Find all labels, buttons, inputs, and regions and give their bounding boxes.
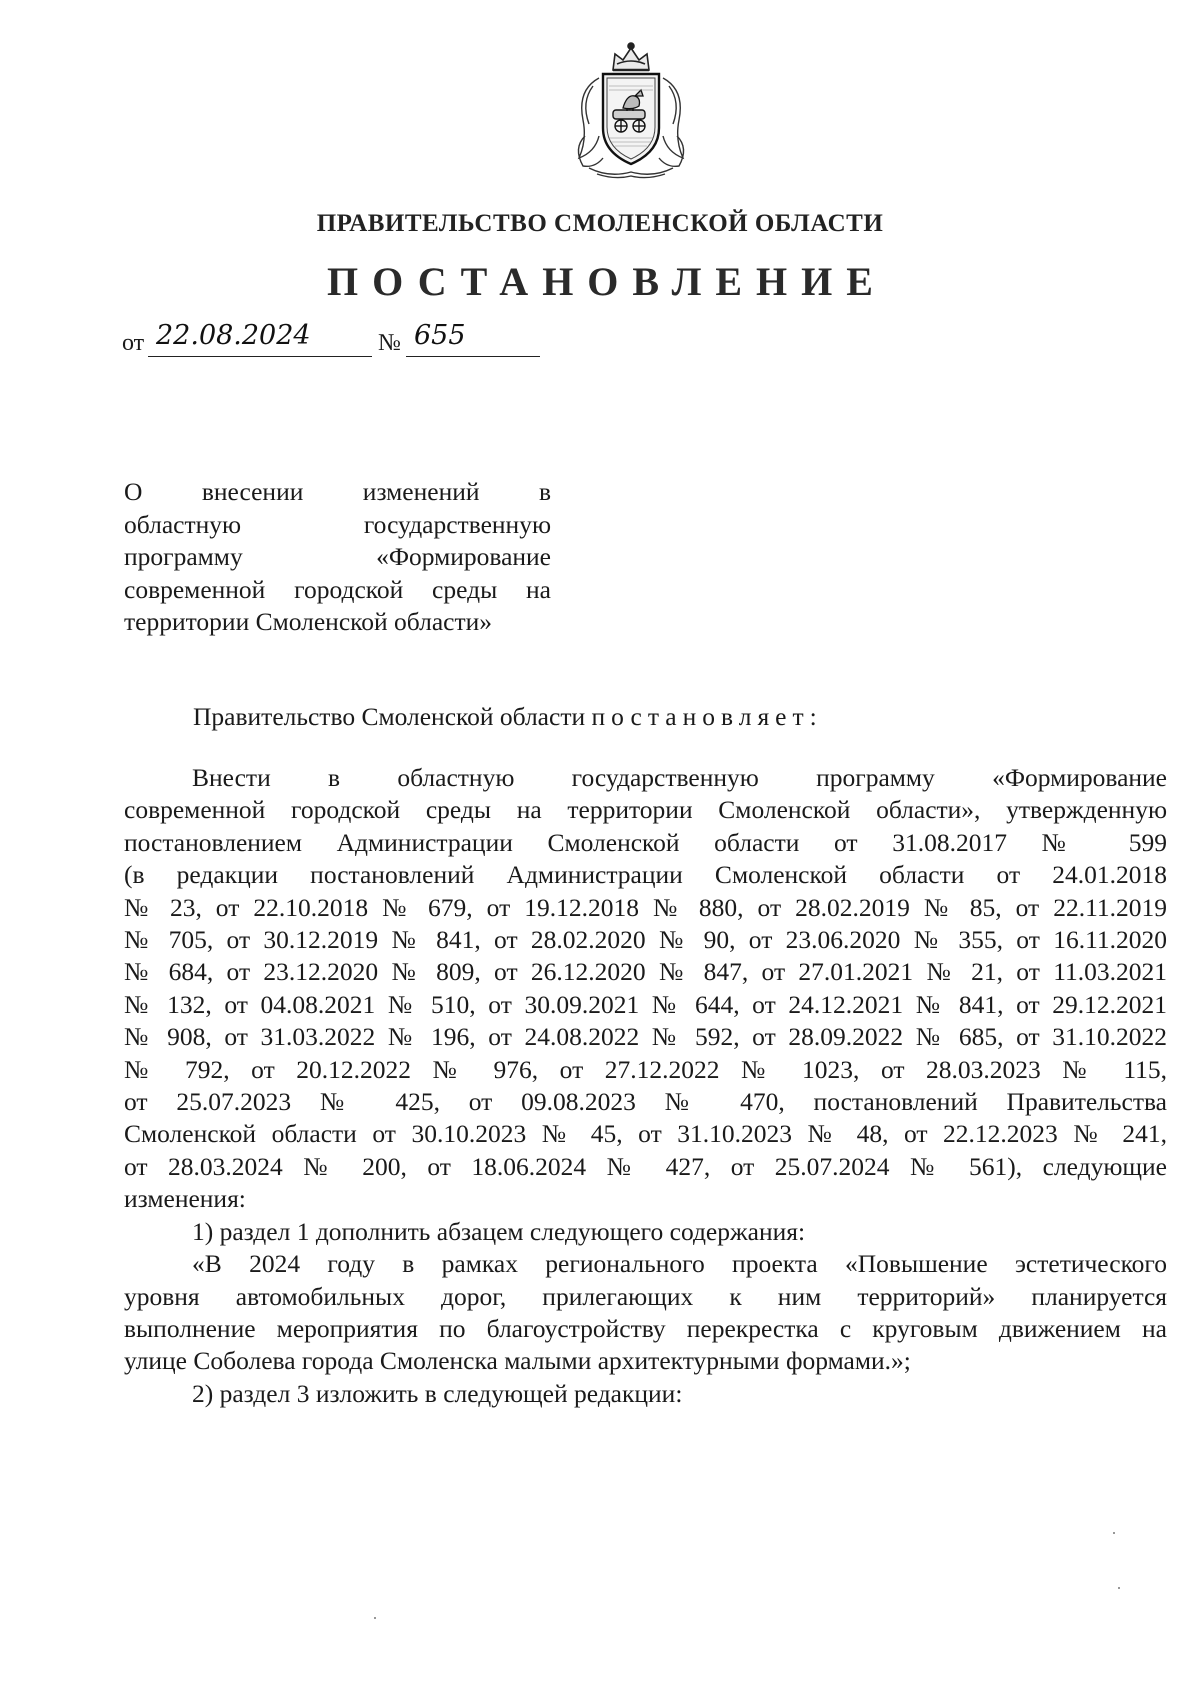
subject-line: современной городской среды на — [124, 574, 551, 604]
date-prefix: от — [122, 330, 145, 356]
date-field — [148, 322, 372, 357]
handwritten-number: 655 — [414, 320, 466, 351]
number-field — [406, 322, 540, 357]
decree-verb: постановляет: — [591, 702, 823, 731]
handwritten-date: 22.08.2024 — [156, 320, 311, 351]
body-line: № 705, от 30.12.2019 № 841, от 28.02.2020 № 90, от 23.06.2020 № 355, от 16.11.2020 — [124, 925, 1167, 955]
body-line: № 23, от 22.10.2018 № 679, от 19.12.2018 № 880, от 28.02.2019 № 85, от 22.11.2019 — [124, 892, 1167, 922]
document-type-heading: ПОСТАНОВЛЕНИЕ — [327, 259, 887, 304]
body-line: постановлением Администрации Смоленской области от 31.08.2017 № 599 — [124, 827, 1167, 857]
body-line: современной городской среды на территории Смоленской области», утвержденную — [124, 795, 1167, 825]
body-line: улице Соболева города Смоленска малыми архитектурными формами.»; — [124, 1346, 911, 1376]
organization-title: ПРАВИТЕЛЬСТВО СМОЛЕНСКОЙ ОБЛАСТИ — [316, 210, 884, 237]
document-body — [124, 762, 1167, 1410]
subject-line: территории Смоленской области» — [124, 607, 493, 636]
scan-speck — [374, 1617, 376, 1619]
body-line: № 132, от 04.08.2021 № 510, от 30.09.2021 № 644, от 24.12.2021 № 841, от 29.12.2021 — [124, 989, 1167, 1019]
body-line: выполнение мероприятия по благоустройству перекрестка с круговым движением на — [124, 1313, 1167, 1343]
document-subject — [124, 476, 551, 639]
scan-speck — [1118, 1587, 1120, 1589]
decree-statement — [193, 702, 823, 732]
coat-of-arms-icon — [569, 40, 693, 180]
body-line: «В 2024 году в рамках регионального проекта «Повышение эстетического — [192, 1249, 1167, 1279]
decree-subject: Правительство Смоленской области — [193, 702, 586, 731]
body-line: Внести в областную государственную программу «Формирование — [192, 763, 1167, 792]
body-line: уровня автомобильных дорог, прилегающих к ним территорий» планируется — [124, 1281, 1167, 1311]
body-line: от 25.07.2023 № 425, от 09.08.2023 № 470, постановлений Правительства — [124, 1087, 1167, 1117]
number-prefix: № — [378, 330, 401, 356]
subject-line: областную государственную — [124, 509, 551, 539]
body-line: № 684, от 23.12.2020 № 809, от 26.12.2020 № 847, от 27.01.2021 № 21, от 11.03.2021 — [124, 957, 1167, 987]
body-line: 1) раздел 1 дополнить абзацем следующего содержания: — [192, 1216, 806, 1246]
scan-speck — [1113, 1532, 1115, 1534]
body-line: изменения: — [124, 1184, 246, 1214]
body-line: № 792, от 20.12.2022 № 976, от 27.12.2022 № 1023, от 28.03.2023 № 115, — [124, 1054, 1167, 1084]
body-line: (в редакции постановлений Администрации Смоленской области от 24.01.2018 — [124, 860, 1167, 890]
body-line: Смоленской области от 30.10.2023 № 45, от 31.10.2023 № 48, от 22.12.2023 № 241, — [124, 1119, 1167, 1149]
body-line: 2) раздел 3 изложить в следующей редакции: — [192, 1378, 683, 1408]
body-line: от 28.03.2024 № 200, от 18.06.2024 № 427, от 25.07.2024 № 561), следующие — [124, 1151, 1167, 1181]
subject-line: О внесении изменений в — [124, 477, 551, 506]
subject-line: программу «Формирование — [124, 542, 551, 571]
body-line: № 908, от 31.03.2022 № 196, от 24.08.2022 № 592, от 28.09.2022 № 685, от 31.10.2022 — [124, 1022, 1167, 1052]
